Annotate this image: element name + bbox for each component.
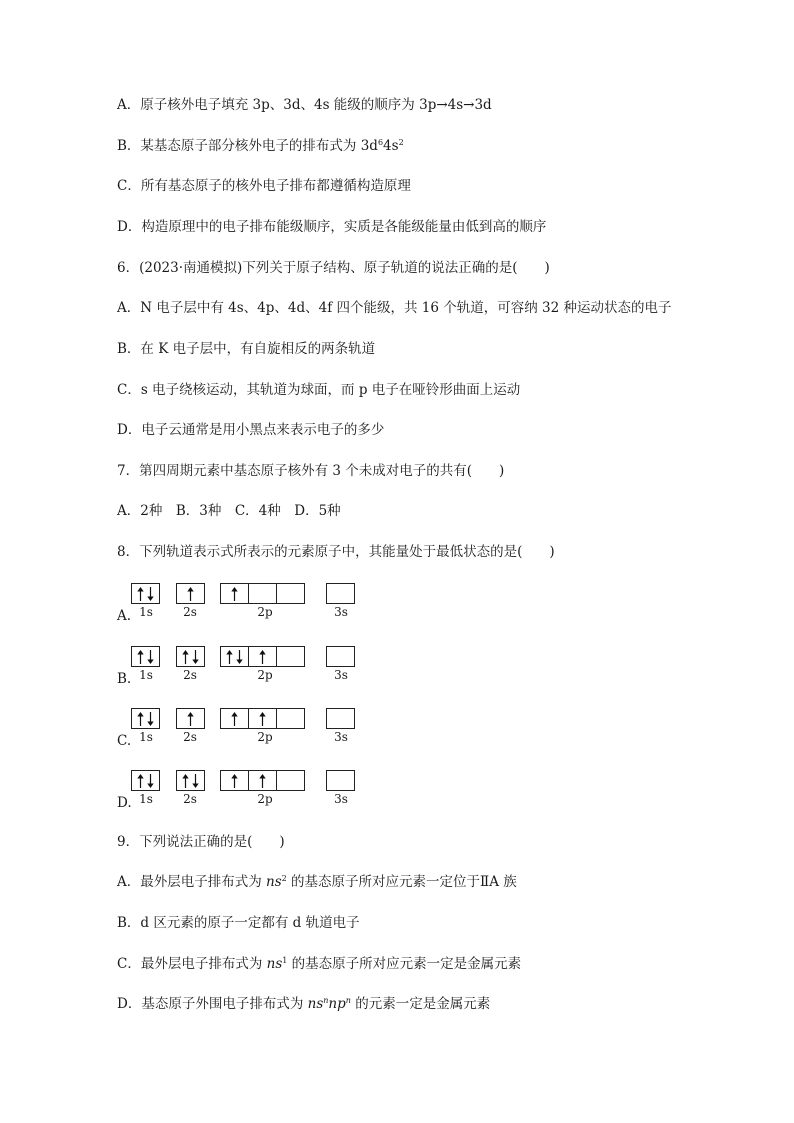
orbital-s3-group xyxy=(326,646,355,667)
q8-option-a xyxy=(117,583,377,629)
orbital-label-s1: 1s xyxy=(139,605,153,619)
orbital-box xyxy=(176,770,205,791)
orbital-box xyxy=(131,583,160,604)
q9-stem: 9．下列说法正确的是( ) xyxy=(117,834,285,850)
q9-option-d-ns: ns xyxy=(307,996,324,1012)
up-arrow-icon xyxy=(226,650,233,664)
q9-option-c-prefix: C．最外层电子排布式为 xyxy=(117,956,267,972)
orbital-p2-group xyxy=(220,708,305,729)
orbital-s3-group xyxy=(326,583,355,604)
option-letter: D. xyxy=(117,795,132,811)
q9-option-a-suffix: 的基态原子所对应元素一定位于ⅡA 族 xyxy=(286,874,517,890)
option-letter: C. xyxy=(117,733,132,749)
up-arrow-icon xyxy=(231,712,238,726)
orbital-s2-group xyxy=(176,708,205,729)
orbital-label-s3: 3s xyxy=(334,792,348,806)
q5-option-b-mid: 4s xyxy=(383,138,399,154)
orbital-box xyxy=(248,708,277,729)
up-arrow-icon xyxy=(187,712,194,726)
orbital-box xyxy=(248,646,277,667)
orbital-p2-group xyxy=(220,770,305,791)
orbital-box xyxy=(131,646,160,667)
orbital-box xyxy=(220,770,249,791)
orbital-box xyxy=(220,646,249,667)
down-arrow-icon xyxy=(147,712,154,726)
down-arrow-icon xyxy=(192,650,199,664)
orbital-label-s3: 3s xyxy=(334,730,348,744)
orbital-box xyxy=(176,583,205,604)
orbital-box xyxy=(248,770,277,791)
orbital-p2-group xyxy=(220,646,305,667)
orbital-box xyxy=(326,770,355,791)
q6-stem: 6．(2023·南通模拟)下列关于原子结构、原子轨道的说法正确的是( ) xyxy=(117,260,550,276)
q9-option-d-suffix: 的元素一定是金属元素 xyxy=(350,996,491,1012)
orbital-s3-group xyxy=(326,708,355,729)
orbital-box xyxy=(326,583,355,604)
q5-option-b-sup2: 2 xyxy=(398,138,404,147)
q9-option-d-sup2: n xyxy=(345,996,351,1005)
q5-option-b xyxy=(117,137,404,155)
q9-option-a-ns: ns xyxy=(266,874,282,890)
up-arrow-icon xyxy=(259,712,266,726)
q9-option-c-sup: 1 xyxy=(282,956,288,965)
up-arrow-icon xyxy=(187,587,194,601)
orbital-box xyxy=(326,708,355,729)
q5-option-b-prefix: B．某基态原子部分核外电子的排布式为 3d xyxy=(117,138,378,154)
orbital-label-s2: 2s xyxy=(183,668,197,682)
up-arrow-icon xyxy=(182,650,189,664)
orbital-label-s3: 3s xyxy=(334,668,348,682)
orbital-box xyxy=(248,583,277,604)
orbital-box xyxy=(131,770,160,791)
up-arrow-icon xyxy=(231,587,238,601)
option-letter: A. xyxy=(117,608,132,624)
orbital-label-s2: 2s xyxy=(183,730,197,744)
orbital-box xyxy=(326,646,355,667)
orbital-box xyxy=(220,708,249,729)
orbital-s1-group xyxy=(131,770,160,791)
q5-option-c: C．所有基态原子的核外电子排布都遵循构造原理 xyxy=(117,178,411,194)
orbital-label-p2: 2p xyxy=(257,605,273,619)
down-arrow-icon xyxy=(192,774,199,788)
q9-option-b: B．d 区元素的原子一定都有 d 轨道电子 xyxy=(117,915,360,931)
orbital-label-p2: 2p xyxy=(257,730,273,744)
up-arrow-icon xyxy=(137,774,144,788)
up-arrow-icon xyxy=(137,650,144,664)
down-arrow-icon xyxy=(147,774,154,788)
orbital-label-s3: 3s xyxy=(334,605,348,619)
q7-options: A．2种 B．3种 C．4种 D．5种 xyxy=(117,503,341,519)
orbital-s1-group xyxy=(131,583,160,604)
q7-stem: 7．第四周期元素中基态原子核外有 3 个未成对电子的共有( ) xyxy=(117,463,505,479)
orbital-label-s2: 2s xyxy=(183,605,197,619)
q5-option-b-sup1: 6 xyxy=(377,138,384,147)
orbital-box xyxy=(220,583,249,604)
q9-option-a xyxy=(117,873,517,891)
orbital-box xyxy=(131,708,160,729)
down-arrow-icon xyxy=(236,650,243,664)
q9-option-d-sup1: n xyxy=(323,996,329,1005)
up-arrow-icon xyxy=(137,587,144,601)
q8-stem: 8．下列轨道表示式所表示的元素原子中，其能量处于最低状态的是( ) xyxy=(117,544,555,560)
orbital-label-s2: 2s xyxy=(183,792,197,806)
down-arrow-icon xyxy=(147,650,154,664)
orbital-label-p2: 2p xyxy=(257,792,273,806)
orbital-s2-group xyxy=(176,646,205,667)
orbital-box xyxy=(276,770,305,791)
orbital-s1-group xyxy=(131,646,160,667)
orbital-box xyxy=(276,646,305,667)
q6-option-c: C．s 电子绕核运动，其轨道为球面，而 p 电子在哑铃形曲面上运动 xyxy=(117,382,521,398)
q9-option-d-np: np xyxy=(328,996,346,1012)
q5-option-d: D．构造原理中的电子排布能级顺序，实质是各能级能量由低到高的顺序 xyxy=(117,219,547,235)
q9-option-c-suffix: 的基态原子所对应元素一定是金属元素 xyxy=(287,956,522,972)
orbital-box xyxy=(176,708,205,729)
orbital-label-p2: 2p xyxy=(257,668,273,682)
down-arrow-icon xyxy=(147,587,154,601)
q9-option-c-ns: ns xyxy=(266,956,283,972)
orbital-s2-group xyxy=(176,583,205,604)
orbital-s1-group xyxy=(131,708,160,729)
up-arrow-icon xyxy=(259,774,266,788)
up-arrow-icon xyxy=(137,712,144,726)
q8-option-d xyxy=(117,770,377,816)
q6-option-d: D．电子云通常是用小黑点来表示电子的多少 xyxy=(117,422,385,438)
q6-option-a: A．N 电子层中有 4s、4p、4d、4f 四个能级，共 16 个轨道，可容纳 32 种运动状态的电子 xyxy=(117,300,672,316)
orbital-label-s1: 1s xyxy=(139,792,153,806)
q5-option-a: A．原子核外电子填充 3p、3d、4s 能级的顺序为 3p→4s→3d xyxy=(117,97,492,113)
orbital-box xyxy=(176,646,205,667)
q6-option-b: B．在 K 电子层中，有自旋相反的两条轨道 xyxy=(117,341,376,357)
q9-option-a-sup: 2 xyxy=(281,874,287,883)
q9-option-d-prefix: D．基态原子外围电子排布式为 xyxy=(117,996,308,1012)
orbital-label-s1: 1s xyxy=(139,668,153,682)
option-letter: B. xyxy=(117,671,132,687)
up-arrow-icon xyxy=(182,774,189,788)
q9-option-a-prefix: A．最外层电子排布式为 xyxy=(117,874,267,890)
q9-option-d xyxy=(117,995,490,1013)
orbital-p2-group xyxy=(220,583,305,604)
up-arrow-icon xyxy=(259,650,266,664)
orbital-box xyxy=(276,583,305,604)
q8-option-c xyxy=(117,708,377,754)
orbital-s2-group xyxy=(176,770,205,791)
orbital-s3-group xyxy=(326,770,355,791)
orbital-label-s1: 1s xyxy=(139,730,153,744)
up-arrow-icon xyxy=(231,774,238,788)
q8-option-b xyxy=(117,646,377,692)
orbital-box xyxy=(276,708,305,729)
q9-option-c xyxy=(117,955,521,973)
